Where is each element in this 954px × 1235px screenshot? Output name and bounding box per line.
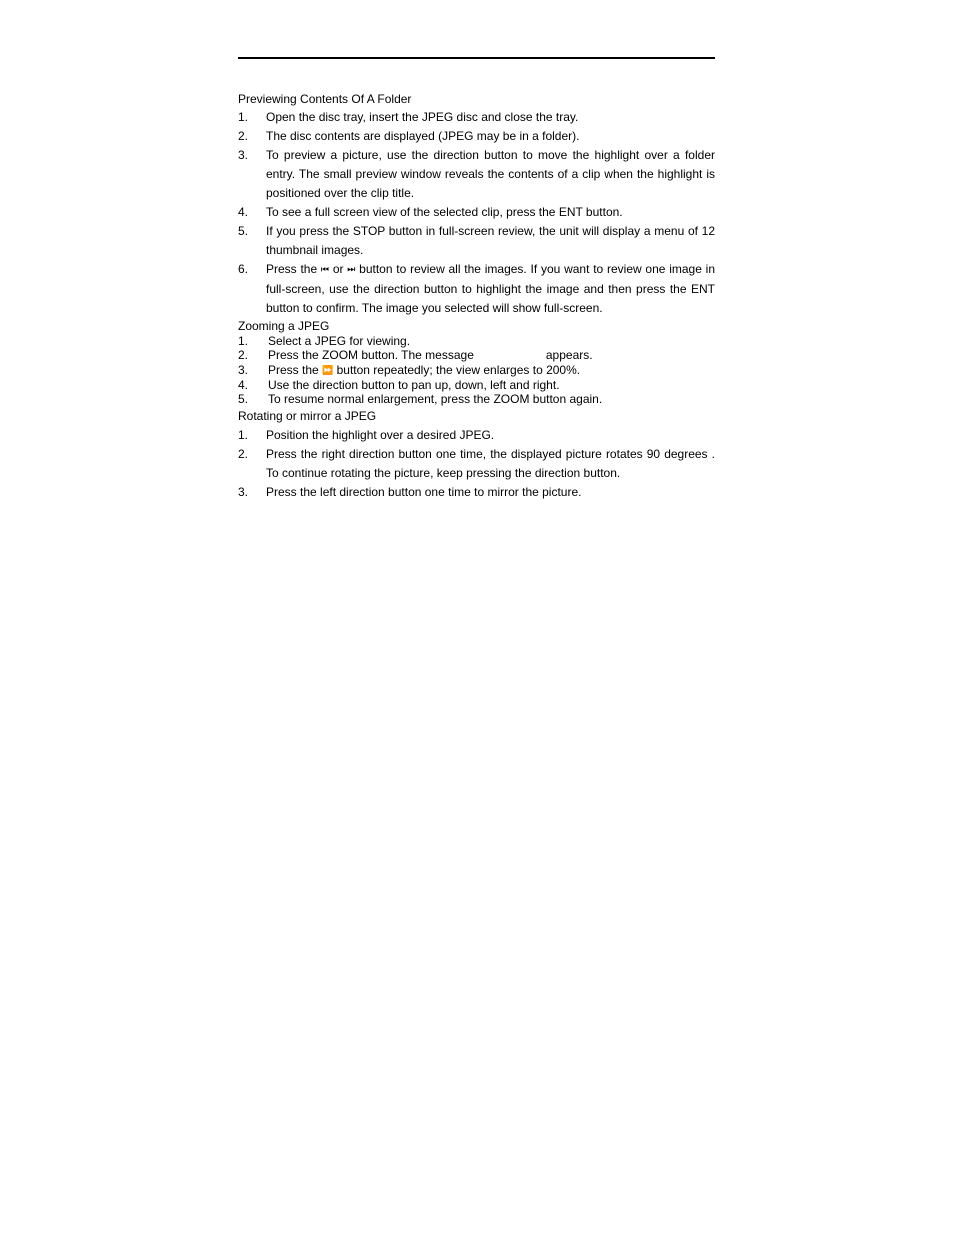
item-text: Open the disc tray, insert the JPEG disc and close the tray. (266, 110, 579, 124)
item-text: Press the right direction button one time, the displayed picture rotates 90 degrees . To continue rotating the picture, keep pressing the direction button. (266, 447, 715, 481)
item-number: 4. (238, 377, 249, 392)
item-text-part: Press the (266, 262, 318, 276)
item-text: To preview a picture, use the direction button to move the highlight over a folder entry. The small preview window reveals the contents of a clip when the highlight is positioned over the clip title. (266, 148, 715, 200)
item-number: 3. (238, 485, 249, 500)
item-number: 1. (238, 110, 249, 124)
item-number: 2. (238, 348, 249, 363)
item-text: Position the highlight over a desired JPEG. (266, 428, 495, 443)
item-number: 2. (238, 447, 249, 462)
list-previewing (238, 108, 715, 318)
skip-previous-icon: ⏮ (320, 265, 330, 275)
list-item (238, 363, 715, 378)
heading-previewing: Previewing Contents Of A Folder (238, 92, 412, 106)
item-number: 6. (238, 262, 249, 276)
list-rotating (238, 426, 715, 502)
list-item (238, 483, 715, 502)
item-text-part: Press the ZOOM button. The message (268, 348, 474, 363)
list-item (238, 108, 715, 127)
heading-rotating: Rotating or mirror a JPEG (238, 409, 377, 424)
item-text-part: button repeatedly; the view enlarges to 200%. (336, 362, 581, 377)
item-text: Press the left direction button one time to mirror the picture. (266, 485, 582, 500)
item-text: If you press the STOP button in full-screen review, the unit will display a menu of 12 thumbnail images. (266, 224, 715, 257)
item-text: To see a full screen view of the selected clip, press the ENT button. (266, 205, 623, 219)
list-item (238, 378, 715, 392)
list-item (238, 260, 715, 318)
item-number: 3. (238, 148, 249, 162)
item-text: Use the direction button to pan up, down, left and right. (268, 377, 560, 392)
item-text: The disc contents are displayed (JPEG may be in a folder). (266, 129, 580, 143)
page-content (238, 90, 715, 502)
list-item (238, 334, 715, 348)
item-text (268, 348, 715, 362)
list-zooming (238, 334, 715, 406)
list-item (238, 426, 715, 445)
item-number: 2. (238, 129, 249, 143)
list-item (238, 392, 715, 406)
item-number: 1. (238, 428, 249, 443)
item-text: Select a JPEG for viewing. (268, 334, 411, 348)
list-item (238, 348, 715, 362)
list-item (238, 203, 715, 222)
item-number: 3. (238, 362, 249, 377)
item-text-part: or (332, 262, 344, 276)
item-text: To resume normal enlargement, press the ZOOM button again. (268, 392, 603, 407)
skip-next-icon: ⏭ (347, 265, 356, 275)
list-item (238, 127, 715, 146)
header-rule (238, 57, 715, 59)
item-text-part: button to review all the images. If you want to review one image in full-screen, use the direction button to highlight the image and then press the ENT button to confirm. The image you selected will show full-screen. (266, 262, 716, 315)
list-item (238, 222, 715, 260)
list-item (238, 445, 715, 483)
item-number: 5. (238, 224, 249, 238)
fast-forward-icon: ⏩ (322, 365, 334, 376)
item-text-part: appears. (545, 348, 593, 363)
list-item (238, 146, 715, 203)
item-number: 1. (238, 334, 249, 348)
item-text (268, 363, 715, 378)
item-text (266, 260, 715, 318)
item-text-part: Press the (268, 362, 319, 377)
item-number: 5. (238, 392, 249, 407)
heading-zooming: Zooming a JPEG (238, 319, 330, 333)
item-number: 4. (238, 205, 249, 219)
